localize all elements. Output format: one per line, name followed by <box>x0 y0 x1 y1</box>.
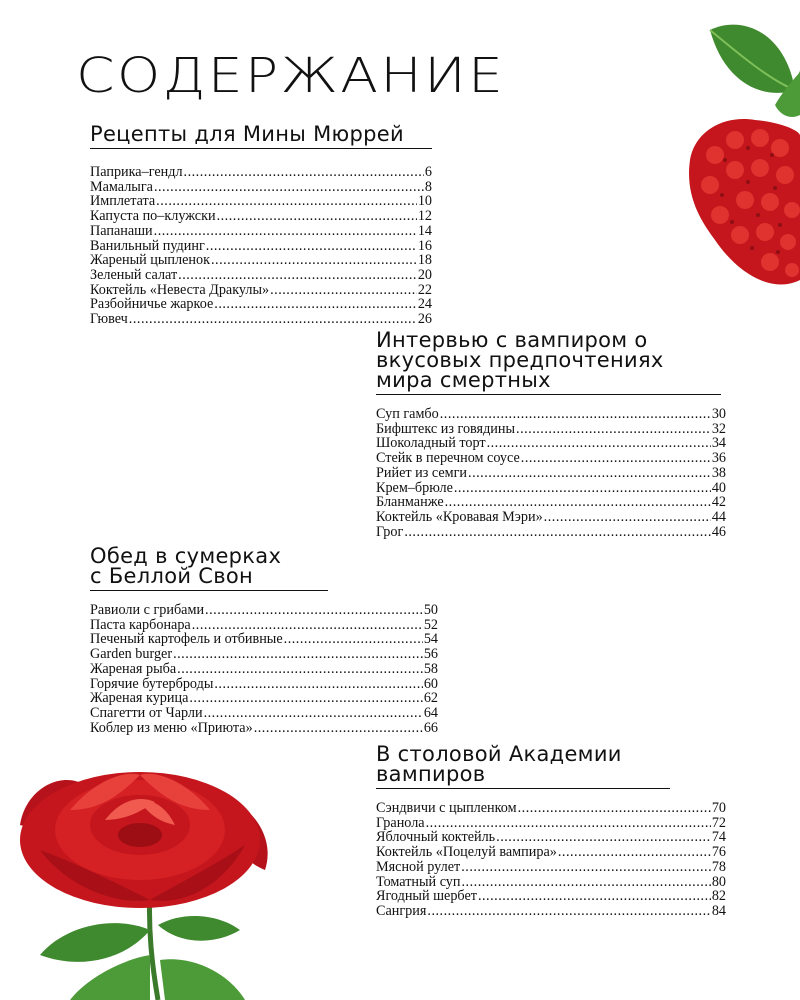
page-title: СОДЕРЖАНИЕ <box>76 48 506 104</box>
recipe-list <box>376 801 726 919</box>
toc-entry[interactable]: Рийет из семги ..... 38 <box>376 466 726 481</box>
recipe-list <box>90 165 432 327</box>
toc-section-2 <box>376 330 726 539</box>
toc-entry[interactable]: Равиоли с грибами ..... 50 <box>90 603 438 618</box>
toc-entry[interactable]: Капуста по–клужски ..... 12 <box>90 209 432 224</box>
leaf-right <box>158 916 240 941</box>
toc-section-1 <box>90 124 432 327</box>
peony-petals <box>20 772 268 908</box>
toc-entry[interactable]: Сангрия ..... 84 <box>376 904 726 919</box>
toc-entry[interactable]: Ягодный шербет ..... 82 <box>376 889 726 904</box>
toc-entry[interactable]: Бланманже ..... 42 <box>376 495 726 510</box>
toc-entry[interactable]: Имплетата ..... 10 <box>90 194 432 209</box>
toc-entry[interactable]: Коктейль «Невеста Дракулы» ..... 22 <box>90 283 432 298</box>
section-heading: Рецепты для Мины Мюррей <box>90 124 432 149</box>
toc-entry[interactable]: Разбойничье жаркое ..... 24 <box>90 297 432 312</box>
section-heading: В столовой Академии вампиров <box>376 744 670 789</box>
toc-entry[interactable]: Жареный цыпленок ..... 18 <box>90 253 432 268</box>
toc-entry[interactable]: Томатный суп ..... 80 <box>376 875 726 890</box>
toc-entry[interactable]: Гранола ..... 72 <box>376 816 726 831</box>
toc-entry[interactable]: Шоколадный торт ..... 34 <box>376 436 726 451</box>
toc-section-4 <box>376 744 726 919</box>
toc-entry[interactable]: Коктейль «Кровавая Мэри» ..... 44 <box>376 510 726 525</box>
toc-entry[interactable]: Яблочный коктейль ..... 74 <box>376 830 726 845</box>
toc-entry[interactable]: Горячие бутерброды ..... 60 <box>90 677 438 692</box>
leaf-left <box>40 923 150 962</box>
toc-entry[interactable]: Спагетти от Чарли ..... 64 <box>90 706 438 721</box>
toc-entry[interactable]: Бифштекс из говядины ..... 32 <box>376 422 726 437</box>
bottom-left-peony-illustration <box>0 740 290 1000</box>
toc-entry[interactable]: Ванильный пудинг ..... 16 <box>90 239 432 254</box>
toc-entry[interactable]: Коблер из меню «Приюта» ..... 66 <box>90 721 438 736</box>
recipe-list <box>376 407 726 539</box>
toc-entry[interactable]: Зеленый салат ..... 20 <box>90 268 432 283</box>
top-right-flower-illustration <box>680 10 800 300</box>
leaf-right-2 <box>160 959 245 1000</box>
toc-entry[interactable]: Стейк в перечном соусе ..... 36 <box>376 451 726 466</box>
recipe-list <box>90 603 438 735</box>
toc-entry[interactable]: Паприка–гендл ..... 6 <box>90 165 432 180</box>
toc-entry[interactable]: Мясной рулет ..... 78 <box>376 860 726 875</box>
section-heading: Обед в сумерках с Беллой Свон <box>90 546 328 591</box>
section-heading: Интервью с вампиром о вкусовых предпочтениях мира смертных <box>376 330 721 395</box>
toc-entry[interactable]: Крем–брюле ..... 40 <box>376 481 726 496</box>
toc-entry[interactable]: Грог ..... 46 <box>376 525 726 540</box>
toc-entry[interactable]: Мамалыга ..... 8 <box>90 180 432 195</box>
toc-entry[interactable]: Garden burger ..... 56 <box>90 647 438 662</box>
toc-entry[interactable]: Жареная рыба ..... 58 <box>90 662 438 677</box>
toc-entry[interactable]: Жареная курица ..... 62 <box>90 691 438 706</box>
toc-entry[interactable]: Сэндвичи с цыпленком ..... 70 <box>376 801 726 816</box>
leaf-shape <box>710 25 795 93</box>
toc-section-3 <box>90 546 438 735</box>
toc-entry[interactable]: Печеный картофель и отбивные ..... 54 <box>90 632 438 647</box>
toc-entry[interactable]: Паста карбонара ..... 52 <box>90 618 438 633</box>
toc-entry[interactable]: Коктейль «Поцелуй вампира» ..... 76 <box>376 845 726 860</box>
toc-entry[interactable]: Папанаши ..... 14 <box>90 224 432 239</box>
toc-entry[interactable]: Суп гамбо ..... 30 <box>376 407 726 422</box>
toc-entry[interactable]: Гювеч ..... 26 <box>90 312 432 327</box>
